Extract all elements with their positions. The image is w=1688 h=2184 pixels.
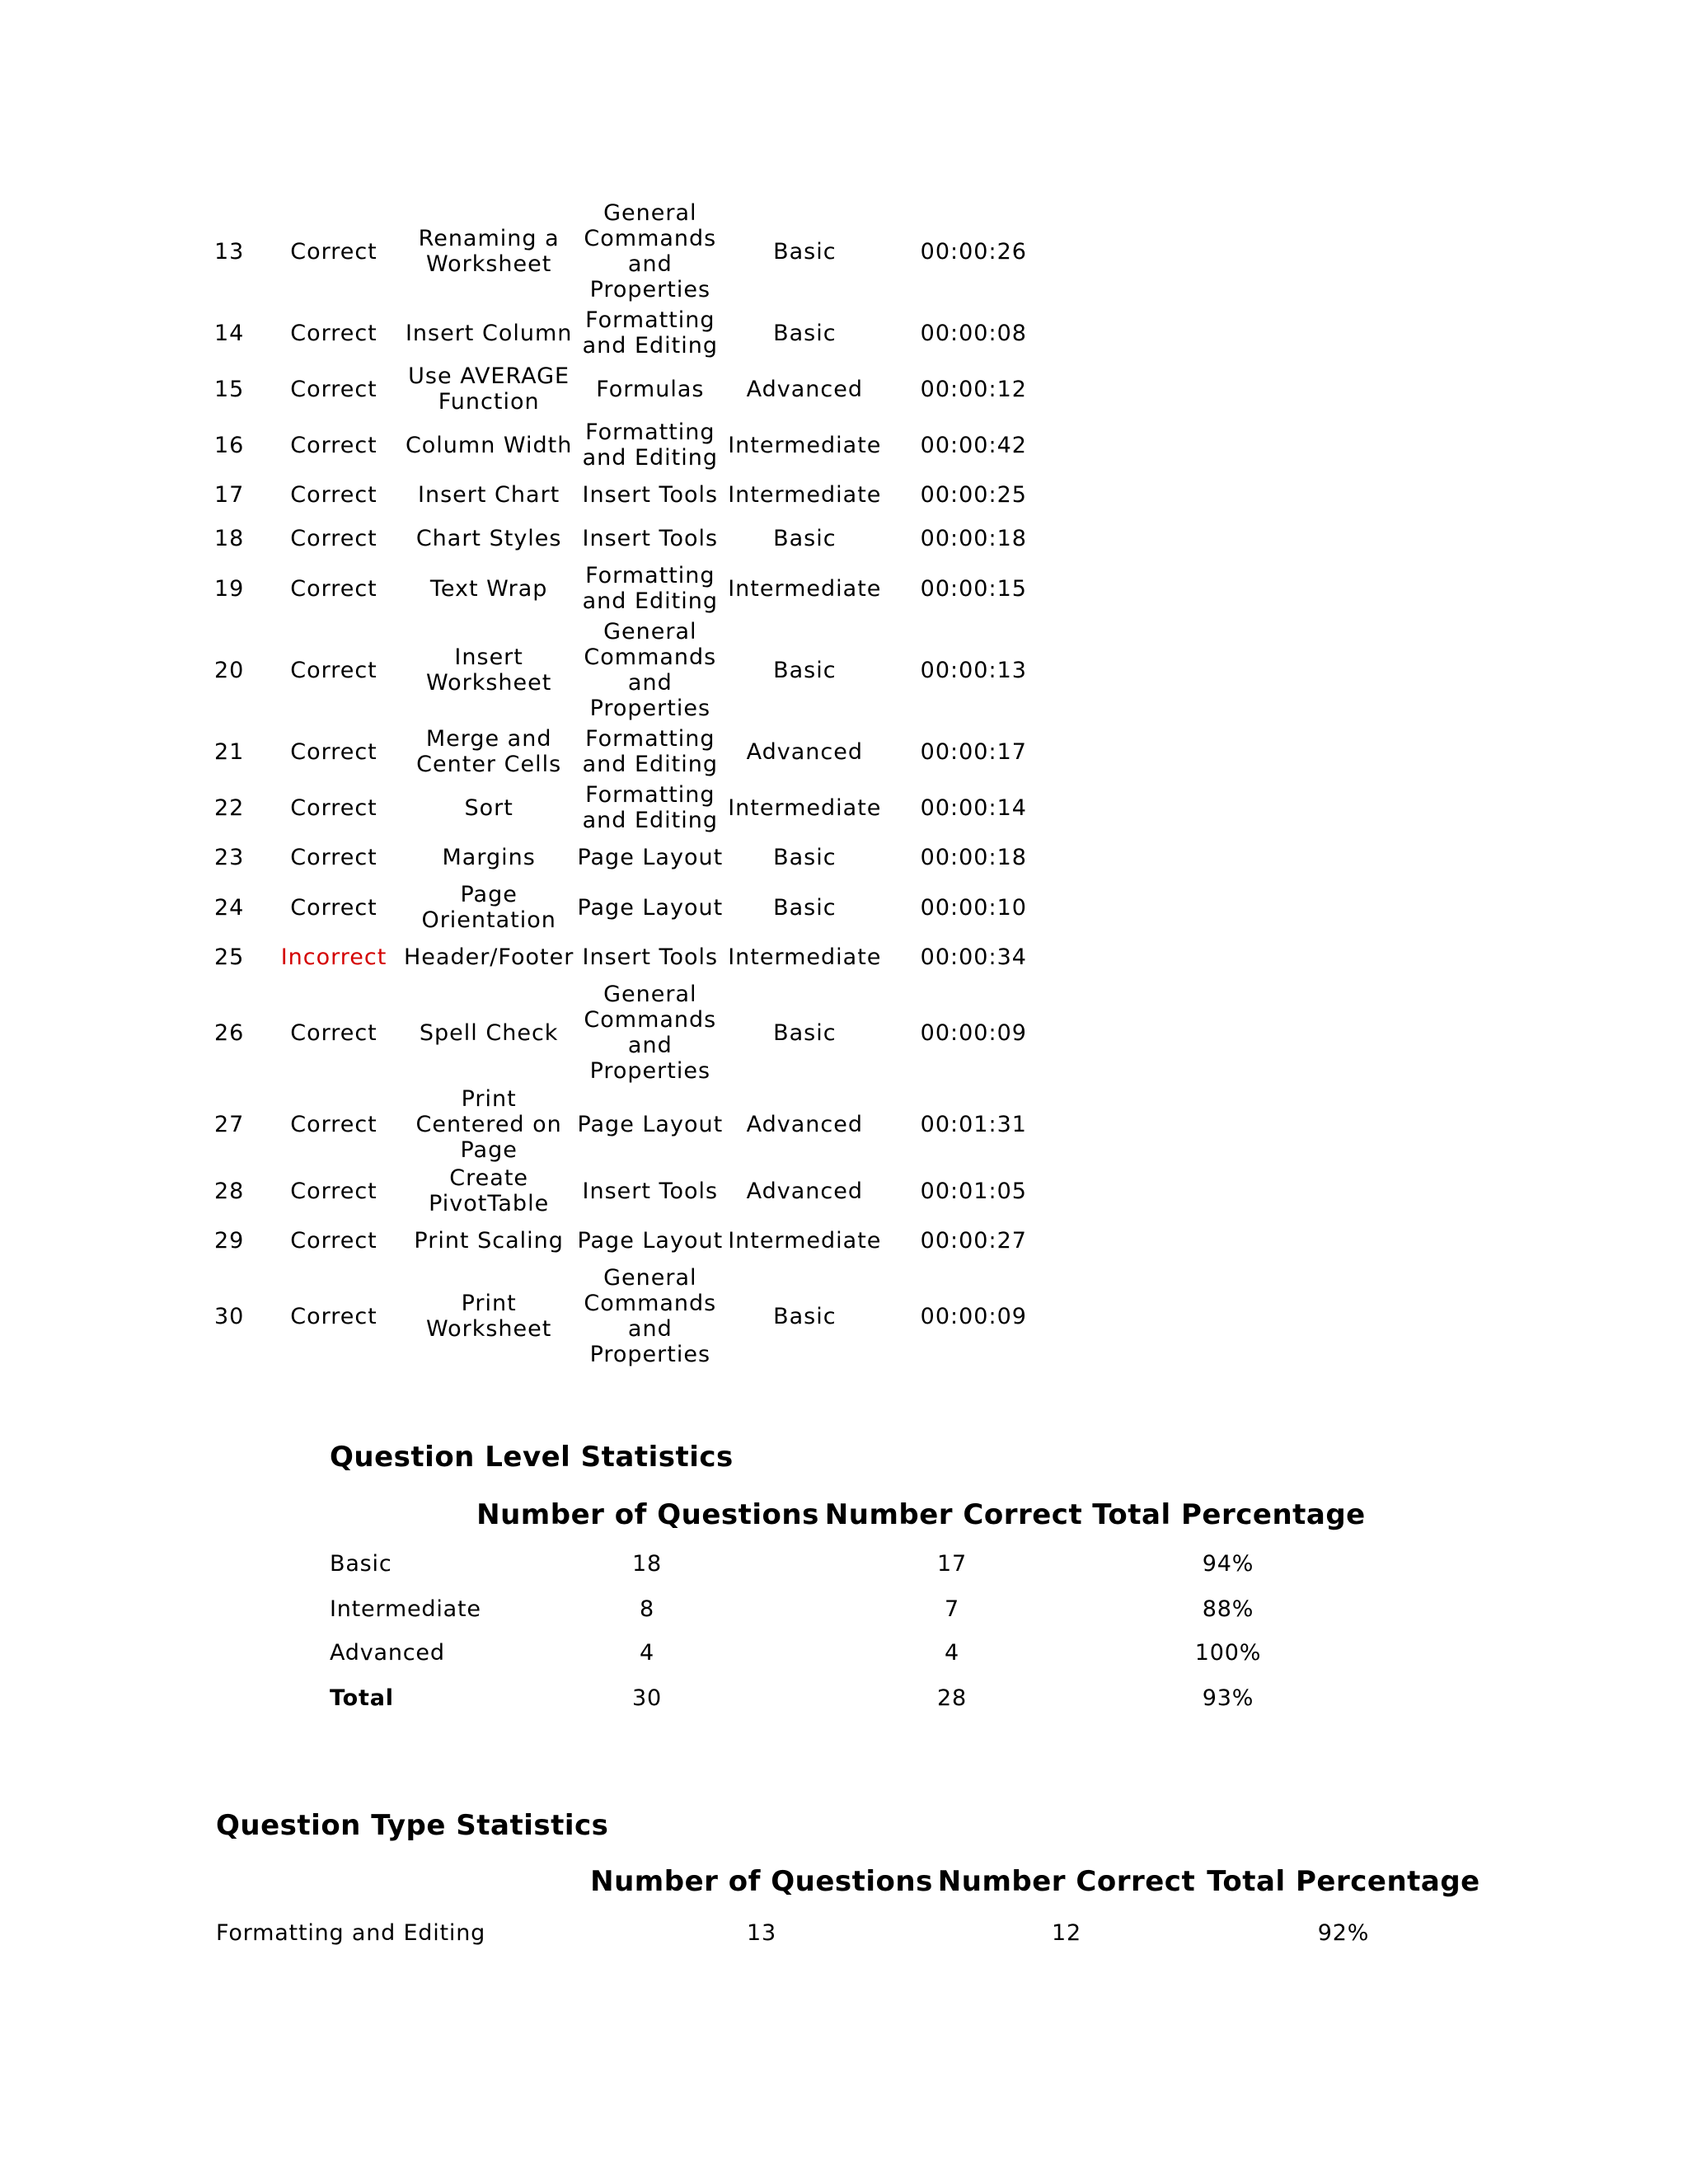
difficulty-level: Advanced (746, 1178, 863, 1204)
result-row (206, 417, 1064, 473)
skill-name: Sort (464, 794, 513, 821)
level-stat-row (0, 1685, 1688, 1713)
result-row (206, 879, 1064, 935)
question-number: 17 (214, 482, 245, 508)
question-number: 25 (214, 944, 245, 970)
stat-correct: 17 (937, 1551, 967, 1577)
difficulty-level: Advanced (746, 376, 863, 402)
level-stats-title: Question Level Statistics (330, 1441, 734, 1474)
stat-label: Formatting and Editing (216, 1920, 486, 1946)
time-taken: 00:00:27 (920, 1228, 1027, 1254)
level-stats-header (0, 1498, 1688, 1531)
type-stat-row (0, 1920, 1688, 1948)
category-name: Formatting and Editing (582, 782, 719, 833)
result-status: Correct (290, 1303, 377, 1329)
category-name: General Commands and Properties (584, 619, 717, 721)
result-status: Correct (290, 376, 377, 402)
stat-questions: 18 (632, 1551, 662, 1577)
difficulty-level: Basic (773, 320, 837, 346)
time-taken: 00:00:08 (920, 320, 1027, 346)
category-name: Page Layout (577, 1112, 724, 1137)
category-name: Insert Tools (582, 526, 719, 551)
difficulty-level: Basic (773, 238, 837, 265)
result-status: Incorrect (280, 944, 387, 970)
question-number: 21 (214, 738, 245, 765)
result-status: Correct (290, 794, 377, 821)
level-stat-row (0, 1551, 1688, 1579)
type-stats-header-questions: Number of Questions (590, 1865, 933, 1898)
result-status: Correct (290, 238, 377, 265)
time-taken: 00:00:09 (920, 1019, 1027, 1046)
stat-label: Intermediate (330, 1596, 481, 1622)
stat-correct: 12 (1052, 1920, 1081, 1946)
skill-name: Insert Column (405, 320, 573, 346)
question-number: 18 (214, 526, 245, 551)
result-row (206, 724, 1064, 780)
category-name: Page Layout (577, 894, 724, 921)
category-name: Formatting and Editing (582, 419, 719, 471)
result-row (206, 1263, 1064, 1370)
question-results-table (206, 198, 1064, 1370)
result-row (206, 616, 1064, 724)
skill-name: Print Scaling (414, 1228, 564, 1254)
level-stats-header-percentage: Total Percentage (1092, 1498, 1366, 1531)
difficulty-level: Basic (773, 1019, 837, 1046)
stat-questions: 4 (640, 1640, 654, 1666)
question-number: 20 (214, 657, 245, 683)
result-status: Correct (290, 845, 377, 870)
difficulty-level: Intermediate (728, 575, 882, 602)
result-status: Correct (290, 432, 377, 458)
stat-questions: 8 (640, 1596, 654, 1622)
result-status: Correct (290, 320, 377, 346)
skill-name: Merge and Center Cells (416, 726, 562, 777)
result-row (206, 305, 1064, 361)
skill-name: Text Wrap (429, 575, 548, 602)
result-status: Correct (290, 894, 377, 921)
category-name: Formatting and Editing (582, 307, 719, 359)
question-number: 29 (214, 1228, 245, 1254)
result-row (206, 1086, 1064, 1163)
stat-percentage: 88% (1202, 1596, 1254, 1622)
question-number: 19 (214, 575, 245, 602)
time-taken: 00:00:14 (920, 794, 1027, 821)
skill-name: Column Width (405, 432, 573, 458)
result-row (206, 935, 1064, 979)
time-taken: 00:00:34 (920, 944, 1027, 970)
time-taken: 00:00:12 (920, 376, 1027, 402)
stat-correct: 7 (945, 1596, 959, 1622)
category-name: General Commands and Properties (584, 982, 717, 1084)
difficulty-level: Basic (773, 845, 837, 870)
type-stats-header-percentage: Total Percentage (1207, 1865, 1480, 1898)
stat-label: Advanced (330, 1640, 445, 1666)
category-name: Insert Tools (582, 482, 719, 508)
result-row (206, 1219, 1064, 1263)
difficulty-level: Intermediate (728, 432, 882, 458)
stat-correct: 4 (945, 1640, 959, 1666)
level-stats-header-questions: Number of Questions (476, 1498, 819, 1531)
result-row (206, 1163, 1064, 1219)
time-taken: 00:01:31 (920, 1112, 1027, 1137)
stat-label: Total (330, 1685, 394, 1711)
result-row (206, 979, 1064, 1086)
result-status: Correct (290, 1019, 377, 1046)
level-stat-row (0, 1596, 1688, 1624)
stat-correct: 28 (937, 1685, 967, 1711)
category-name: Formatting and Editing (582, 563, 719, 614)
difficulty-level: Intermediate (728, 482, 882, 508)
level-stat-row (0, 1640, 1688, 1668)
difficulty-level: Intermediate (728, 1228, 882, 1254)
result-status: Correct (290, 738, 377, 765)
question-number: 24 (214, 894, 245, 921)
type-stats-header (0, 1865, 1688, 1898)
question-number: 27 (214, 1112, 245, 1137)
category-name: Formatting and Editing (582, 726, 719, 777)
difficulty-level: Basic (773, 894, 837, 921)
result-row (206, 517, 1064, 560)
skill-name: Page Orientation (421, 882, 556, 933)
question-number: 15 (214, 376, 245, 402)
skill-name: Margins (442, 845, 536, 870)
question-number: 23 (214, 845, 245, 870)
result-status: Correct (290, 526, 377, 551)
difficulty-level: Basic (773, 1303, 837, 1329)
time-taken: 00:00:42 (920, 432, 1027, 458)
difficulty-level: Intermediate (728, 944, 882, 970)
stat-percentage: 100% (1194, 1640, 1262, 1666)
question-number: 14 (214, 320, 245, 346)
stat-questions: 13 (747, 1920, 776, 1946)
time-taken: 00:01:05 (920, 1178, 1027, 1204)
type-stats-header-correct: Number Correct (937, 1865, 1196, 1898)
skill-name: Chart Styles (415, 526, 562, 551)
result-status: Correct (290, 482, 377, 508)
skill-name: Use AVERAGE Function (408, 363, 570, 415)
difficulty-level: Basic (773, 526, 837, 551)
question-number: 22 (214, 794, 245, 821)
result-row (206, 198, 1064, 305)
question-number: 13 (214, 238, 245, 265)
result-row (206, 560, 1064, 616)
stat-percentage: 93% (1202, 1685, 1254, 1711)
category-name: Formulas (596, 376, 705, 402)
time-taken: 00:00:17 (920, 738, 1027, 765)
category-name: Page Layout (577, 1228, 724, 1254)
time-taken: 00:00:25 (920, 482, 1027, 508)
result-row (206, 361, 1064, 417)
stat-label: Basic (330, 1551, 392, 1577)
stat-percentage: 92% (1317, 1920, 1370, 1946)
time-taken: 00:00:13 (920, 657, 1027, 683)
result-status: Correct (290, 575, 377, 602)
skill-name: Print Worksheet (425, 1291, 552, 1342)
category-name: Insert Tools (582, 944, 719, 970)
time-taken: 00:00:26 (920, 238, 1027, 265)
time-taken: 00:00:18 (920, 845, 1027, 870)
category-name: General Commands and Properties (584, 1265, 717, 1367)
difficulty-level: Basic (773, 657, 837, 683)
result-status: Correct (290, 1178, 377, 1204)
skill-name: Create PivotTable (429, 1165, 550, 1216)
difficulty-level: Intermediate (728, 794, 882, 821)
stat-percentage: 94% (1202, 1551, 1254, 1577)
category-name: General Commands and Properties (584, 200, 717, 302)
question-number: 16 (214, 432, 245, 458)
skill-name: Header/Footer (404, 944, 574, 970)
result-status: Correct (290, 1112, 377, 1137)
result-row (206, 780, 1064, 836)
question-number: 28 (214, 1178, 245, 1204)
skill-name: Spell Check (419, 1019, 559, 1046)
skill-name: Renaming a Worksheet (418, 226, 560, 277)
category-name: Page Layout (577, 845, 724, 870)
type-stats-title: Question Type Statistics (216, 1809, 609, 1842)
level-stats-header-correct: Number Correct (824, 1498, 1083, 1531)
category-name: Insert Tools (582, 1178, 719, 1204)
difficulty-level: Advanced (746, 738, 863, 765)
question-number: 30 (214, 1303, 245, 1329)
skill-name: Print Centered on Page (415, 1086, 562, 1163)
difficulty-level: Advanced (746, 1112, 863, 1137)
skill-name: Insert Chart (418, 482, 560, 508)
time-taken: 00:00:15 (920, 575, 1027, 602)
question-number: 26 (214, 1019, 245, 1046)
skill-name: Insert Worksheet (425, 644, 552, 696)
result-status: Correct (290, 657, 377, 683)
stat-questions: 30 (632, 1685, 662, 1711)
result-row (206, 836, 1064, 879)
time-taken: 00:00:18 (920, 526, 1027, 551)
time-taken: 00:00:10 (920, 894, 1027, 921)
time-taken: 00:00:09 (920, 1303, 1027, 1329)
result-row (206, 473, 1064, 517)
result-status: Correct (290, 1228, 377, 1254)
